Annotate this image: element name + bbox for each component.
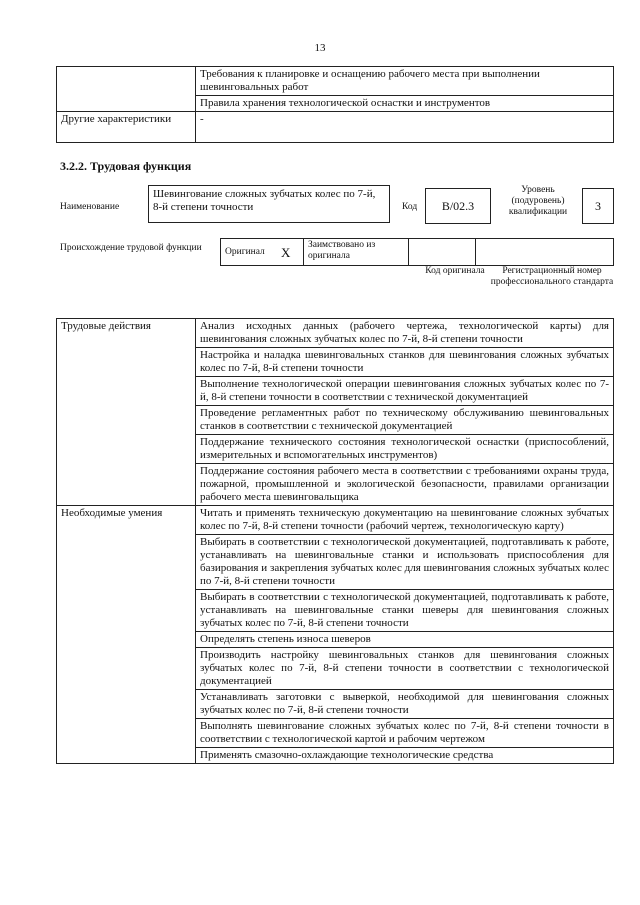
row-label: Трудовые действия [57, 319, 196, 506]
name-label: Наименование [60, 202, 120, 212]
reg-number-cell [476, 239, 614, 266]
section-title: 3.2.2. Трудовая функция [60, 159, 192, 173]
origin-table [220, 238, 614, 266]
table-row [57, 67, 614, 96]
code-origin-caption: Код оригинала [425, 266, 485, 276]
table-cell: Выбирать в соответствии с технологической документацией, подготавливать к работе, устанавливать на шевинговальные станки и использовать приспособления для базирования и закрепления зубчатых колес для шевингования сложных зубчатых колес по 7-й, 8-й степени точности [196, 535, 614, 590]
original-label: Оригинал [221, 239, 278, 266]
reg-number-caption: Регистрационный номер профессионального стандарта [490, 266, 614, 287]
table-cell: Выполнение технологической операции шевингования сложных зубчатых колес по 7-й, 8-й степени точности в соответствии с технической документацией [196, 377, 614, 406]
table-cell: Выполнять шевингование сложных зубчатых колес по 7-й, 8-й степени точности в соответствии с технологической картой и рабочим чертежом [196, 719, 614, 748]
code-origin-cell [409, 239, 476, 266]
table-cell: Проведение регламентных работ по техническому обслуживанию шевинговальных станков в соответствии с технической документацией [196, 406, 614, 435]
origin-label: Происхождение трудовой функции [60, 243, 202, 253]
code-value: B/02.3 [425, 188, 491, 224]
table-cell: Настройка и наладка шевинговальных станков для шевингования сложных зубчатых колес по 7-й, 8-й степени точности [196, 348, 614, 377]
table-row [221, 239, 614, 266]
table-row [57, 112, 614, 143]
table-cell: Требования к планировке и оснащению рабочего места при выполнении шевинговальных работ [196, 67, 614, 96]
code-label: Код [402, 202, 418, 212]
top-characteristics-table [56, 66, 614, 143]
table-cell: Применять смазочно-охлаждающие технологические средства [196, 748, 614, 764]
row-label [57, 67, 196, 112]
labor-function-table [56, 318, 614, 764]
table-cell: Поддержание технического состояния технологической оснастки (приспособлений, измерительных и вспомогательных инструментов) [196, 435, 614, 464]
table-cell: Анализ исходных данных (рабочего чертежа, технологической карты) для шевингования сложных зубчатых колес по 7-й, 8-й степени точности [196, 319, 614, 348]
table-cell: Определять степень износа шеверов [196, 632, 614, 648]
table-cell: Производить настройку шевинговальных станков для шевингования сложных зубчатых колес по 7-й, 8-й степени точности в соответствии с технологической документацией [196, 648, 614, 690]
function-name-value: Шевингование сложных зубчатых колес по 7-й, 8-й степени точности [148, 185, 390, 223]
page-number: 13 [314, 42, 326, 54]
table-cell: Поддержание состояния рабочего места в соответствии с требованиями охраны труда, пожарной, промышленной и экологической безопасности, правилами организации рабочего места шевинговальщика [196, 464, 614, 506]
table-cell: Правила хранения технологической оснастки и инструментов [196, 96, 614, 112]
table-cell: Устанавливать заготовки с выверкой, необходимой для шевингования сложных зубчатых колес по 7-й, 8-й степени точности [196, 690, 614, 719]
row-label: Необходимые умения [57, 506, 196, 764]
borrowed-label: Заимствовано из оригинала [304, 239, 409, 266]
row-label: Другие характеристики [57, 112, 196, 143]
table-row [57, 506, 614, 535]
level-label: Уровень (подуровень) квалификации [508, 185, 568, 217]
table-row [57, 319, 614, 348]
table-cell: Читать и применять техническую документацию на шевингование сложных зубчатых колес по 7-й, 8-й степени точности (рабочий чертеж, технологическую карту) [196, 506, 614, 535]
table-cell: Выбирать в соответствии с технологической документацией, подготавливать к работе, устанавливать на шевинговальные станки шеверы для шевингования сложных зубчатых колес по 7-й, 8-й степени точности [196, 590, 614, 632]
level-value: 3 [582, 188, 614, 224]
original-mark: X [277, 239, 304, 266]
table-cell: - [196, 112, 614, 143]
